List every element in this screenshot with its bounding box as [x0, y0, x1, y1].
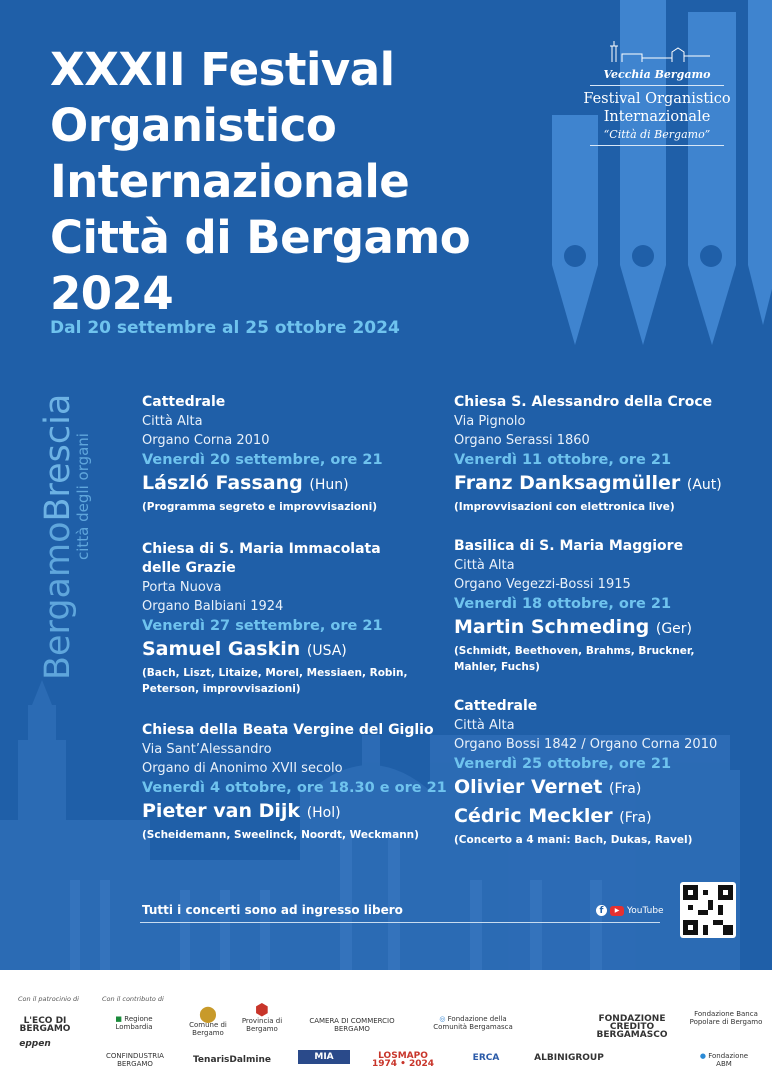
sponsor-logo: ⬢ Provincia di Bergamo	[241, 1000, 283, 1033]
sponsor-logo: CAMERA DI COMMERCIO BERGAMO	[309, 1017, 395, 1033]
youtube-label: YouTube	[627, 905, 664, 916]
concert-location: Via Pignolo	[454, 414, 526, 429]
concert-block	[142, 540, 408, 697]
performer	[142, 798, 447, 827]
performer	[454, 614, 694, 643]
divider	[140, 922, 660, 923]
concert-program: Mahler, Fuchs)	[454, 661, 540, 673]
logo-line1: Festival Organistico	[583, 91, 731, 107]
logo-brand: Vecchia Bergamo	[603, 68, 711, 81]
concert-block	[142, 721, 447, 843]
sponsor-logo: LOSMAPO 1974 • 2024	[371, 1051, 435, 1069]
free-entry-note: Tutti i concerti sono ad ingresso libero	[142, 903, 403, 917]
vertical-brand-subtitle: città degli organi	[74, 433, 92, 560]
facebook-icon[interactable]: f	[596, 905, 607, 916]
sponsor-logo: L'ECO DI BERGAMO	[19, 1016, 71, 1034]
performer	[142, 636, 408, 665]
performer-name: Pieter van Dijk	[142, 800, 301, 822]
brand-part1: Bergamo	[38, 521, 78, 680]
title-line: Internazionale	[50, 155, 410, 208]
concert-venue: Cattedrale	[454, 698, 538, 714]
concert-program: (Bach, Liszt, Litaize, Morel, Messiaen, Robin,	[142, 667, 408, 679]
performer-name: Franz Danksagmüller	[454, 472, 681, 494]
sponsor-logo: CONFINDUSTRIA BERGAMO	[106, 1052, 164, 1068]
performer	[454, 470, 722, 499]
concert-organ: Organo Serassi 1860	[454, 433, 590, 448]
logo-line2: Internazionale	[603, 109, 711, 125]
youtube-icon[interactable]: ▶	[610, 906, 624, 916]
concert-organ: Organo Vegezzi-Bossi 1915	[454, 577, 631, 592]
title-line: Organistico	[50, 99, 337, 152]
title-line: Città di Bergamo	[50, 211, 471, 264]
vertical-brand	[40, 394, 90, 680]
title-line: XXXII Festival	[50, 43, 395, 96]
concert-date: Venerdì 4 ottobre, ore 18.30 e ore 21	[142, 780, 447, 796]
sponsor-logo: FONDAZIONE CREDITO BERGAMASCO	[596, 1014, 668, 1040]
concert-organ: Organo di Anonimo XVII secolo	[142, 761, 343, 776]
logo-divider	[590, 145, 724, 146]
performer-nationality: (Fra)	[609, 781, 642, 797]
brand-part2: Brescia	[38, 393, 78, 522]
sponsor-logo: MIA	[298, 1050, 350, 1064]
sponsor-logo: ■ Regione Lombardia	[115, 1015, 153, 1031]
concert-venue: Basilica di S. Maria Maggiore	[454, 538, 684, 554]
performer-nationality: (Aut)	[686, 477, 722, 493]
concert-date: Venerdì 18 ottobre, ore 21	[454, 596, 672, 612]
patronage-caption: Con il patrocinio di	[18, 995, 79, 1003]
sponsor-logo: TenarisDalmine	[192, 1055, 271, 1065]
festival-dates: Dal 20 settembre al 25 ottobre 2024	[50, 318, 400, 338]
concert-location: Porta Nuova	[142, 580, 222, 595]
title-line: 2024	[50, 267, 174, 320]
sponsor-logo: eppen	[19, 1039, 51, 1049]
concert-block	[142, 393, 383, 515]
logo-line3: “Città di Bergamo”	[603, 128, 711, 141]
qr-code-icon	[683, 885, 733, 935]
concert-venue: Chiesa S. Alessandro della Croce	[454, 394, 713, 410]
performer-name: Samuel Gaskin	[142, 638, 301, 660]
sponsor-logo: ERCA	[472, 1053, 500, 1063]
performer-nationality: (Ger)	[655, 621, 693, 637]
social-links	[596, 905, 664, 916]
concert-block	[454, 537, 694, 675]
performer-name: László Fassang	[142, 472, 303, 494]
concert-date: Venerdì 11 ottobre, ore 21	[454, 452, 672, 468]
festival-logo	[582, 40, 732, 150]
concert-venue: Chiesa di S. Maria Immacolata	[142, 541, 381, 557]
concert-program: (Improvvisazioni con elettronica live)	[454, 501, 675, 513]
concert-block	[454, 697, 717, 848]
festival-title	[50, 42, 470, 322]
sponsor-logo: ● Fondazione ABM	[699, 1052, 749, 1068]
concert-organ: Organo Bossi 1842 / Organo Corna 2010	[454, 737, 718, 752]
concert-location: Città Alta	[454, 718, 515, 733]
city-skyline-icon	[602, 40, 712, 62]
performer-name: Olivier Vernet	[454, 776, 603, 798]
concert-location: Città Alta	[454, 558, 515, 573]
performer-nationality: (USA)	[306, 643, 347, 659]
sponsor-logo: ◎ Fondazione della Comunità Bergamasca	[433, 1015, 513, 1031]
concert-program: (Scheidemann, Sweelinck, Noordt, Weckmann)	[142, 829, 419, 841]
performer-name: Cédric Meckler	[454, 805, 613, 827]
logo-divider	[590, 85, 724, 86]
sponsor-footer	[0, 970, 772, 1087]
concert-location: Città Alta	[142, 414, 203, 429]
performer	[454, 803, 717, 832]
concert-venue: Chiesa della Beata Vergine del Giglio	[142, 722, 434, 738]
concert-date: Venerdì 20 settembre, ore 21	[142, 452, 383, 468]
concert-date: Venerdì 25 ottobre, ore 21	[454, 756, 672, 772]
performer	[142, 470, 383, 499]
concert-program: (Programma segreto e improvvisazioni)	[142, 501, 378, 513]
performer-nationality: (Hun)	[309, 477, 349, 493]
qr-code[interactable]	[680, 882, 736, 938]
concert-program: Peterson, improvvisazioni)	[142, 683, 301, 695]
sponsor-logo: ⬤ Comune di Bergamo	[189, 1004, 227, 1037]
performer-name: Martin Schmeding	[454, 616, 650, 638]
performer	[454, 774, 717, 803]
performer-nationality: (Hol)	[306, 805, 341, 821]
concert-organ: Organo Corna 2010	[142, 433, 270, 448]
concert-program: (Schmidt, Beethoven, Brahms, Bruckner,	[454, 645, 695, 657]
concert-venue: delle Grazie	[142, 560, 236, 576]
contribution-caption: Con il contributo di	[102, 995, 164, 1003]
concert-location: Via Sant’Alessandro	[142, 742, 272, 757]
concert-venue: Cattedrale	[142, 394, 226, 410]
concert-organ: Organo Balbiani 1924	[142, 599, 284, 614]
concert-date: Venerdì 27 settembre, ore 21	[142, 618, 383, 634]
performer-nationality: (Fra)	[619, 810, 652, 826]
sponsor-logo: Fondazione Banca Popolare di Bergamo	[689, 1010, 763, 1026]
concert-block	[454, 393, 722, 515]
concert-program: (Concerto a 4 mani: Bach, Dukas, Ravel)	[454, 834, 693, 846]
vertical-brand-title	[40, 394, 76, 680]
sponsor-logo: ALBINIGROUP	[534, 1053, 604, 1063]
